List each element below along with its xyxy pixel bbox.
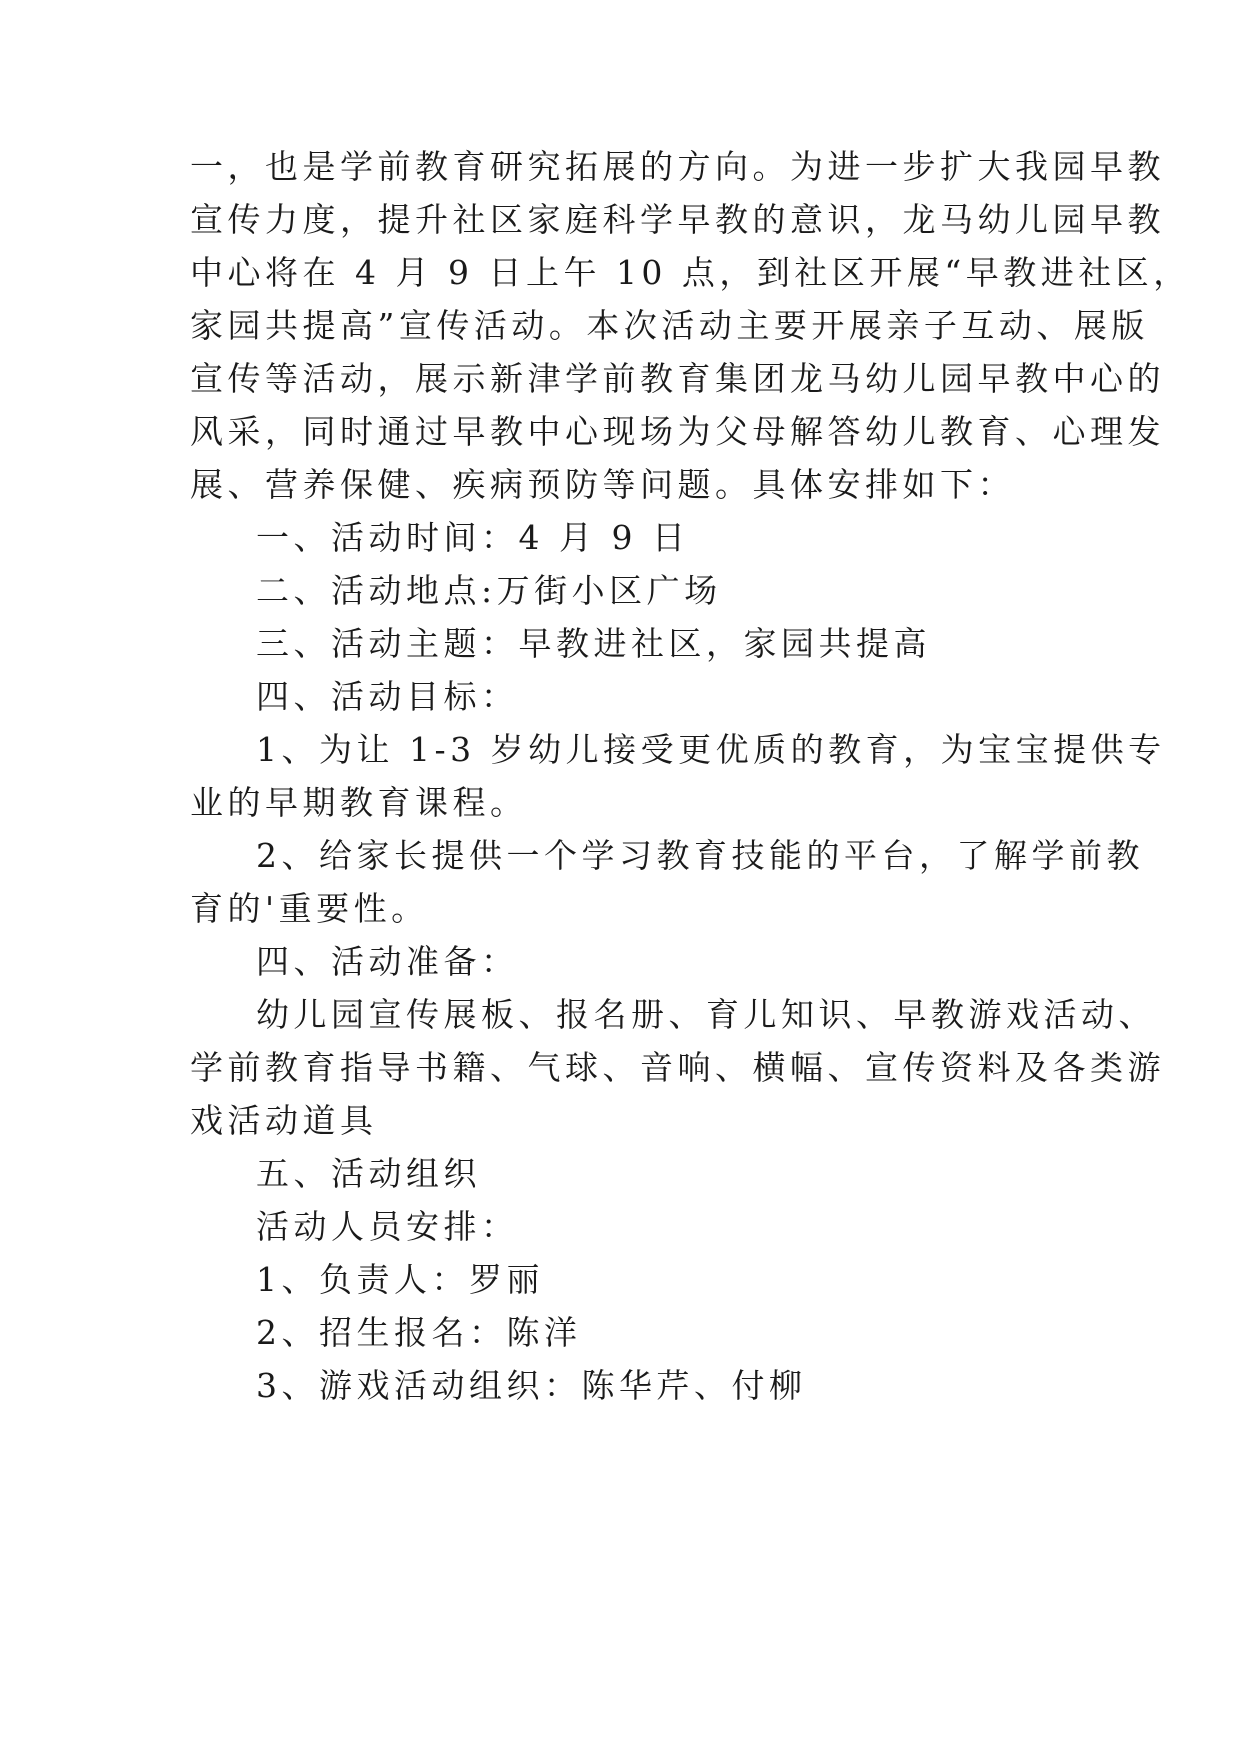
body-line: 戏活动道具 <box>190 1101 378 1140</box>
body-line: 中心将在 4 月 9 日上午 10 点，到社区开展“早教进社区， <box>190 253 1191 292</box>
body-line: 幼儿园宣传展板、报名册、育儿知识、早教游戏活动、 <box>256 995 1156 1034</box>
body-line: 2、招生报名：陈洋 <box>256 1313 582 1352</box>
body-line: 三、活动主题：早教进社区，家园共提高 <box>256 624 931 663</box>
body-line: 1、负责人：罗丽 <box>256 1260 544 1299</box>
body-line: 学前教育指导书籍、气球、音响、横幅、宣传资料及各类游 <box>190 1048 1165 1087</box>
body-line: 二、活动地点:万街小区广场 <box>256 571 722 610</box>
body-line: 活动人员安排： <box>256 1207 519 1246</box>
body-line: 风采，同时通过早教中心现场为父母解答幼儿教育、心理发 <box>190 412 1165 451</box>
body-line: 3、游戏活动组织：陈华芹、付柳 <box>256 1366 807 1405</box>
body-line: 业的早期教育课程。 <box>190 783 528 822</box>
body-line: 四、活动准备： <box>256 942 519 981</box>
body-line: 一、活动时间：4 月 9 日 <box>256 518 690 557</box>
body-line: 育的'重要性。 <box>190 889 429 928</box>
body-line: 展、营养保健、疾病预防等问题。具体安排如下： <box>190 465 1015 504</box>
body-line: 2、给家长提供一个学习教育技能的平台，了解学前教 <box>256 836 1144 875</box>
body-line: 五、活动组织 <box>256 1154 481 1193</box>
body-line: 一，也是学前教育研究拓展的方向。为进一步扩大我园早教 <box>190 147 1165 186</box>
body-line: 宣传力度，提升社区家庭科学早教的意识，龙马幼儿园早教 <box>190 200 1165 239</box>
body-line: 宣传等活动，展示新津学前教育集团龙马幼儿园早教中心的 <box>190 359 1165 398</box>
body-line: 家园共提高”宣传活动。本次活动主要开展亲子互动、展版 <box>190 306 1149 345</box>
body-line: 1、为让 1-3 岁幼儿接受更优质的教育，为宝宝提供专 <box>256 730 1166 769</box>
body-line: 四、活动目标： <box>256 677 519 716</box>
